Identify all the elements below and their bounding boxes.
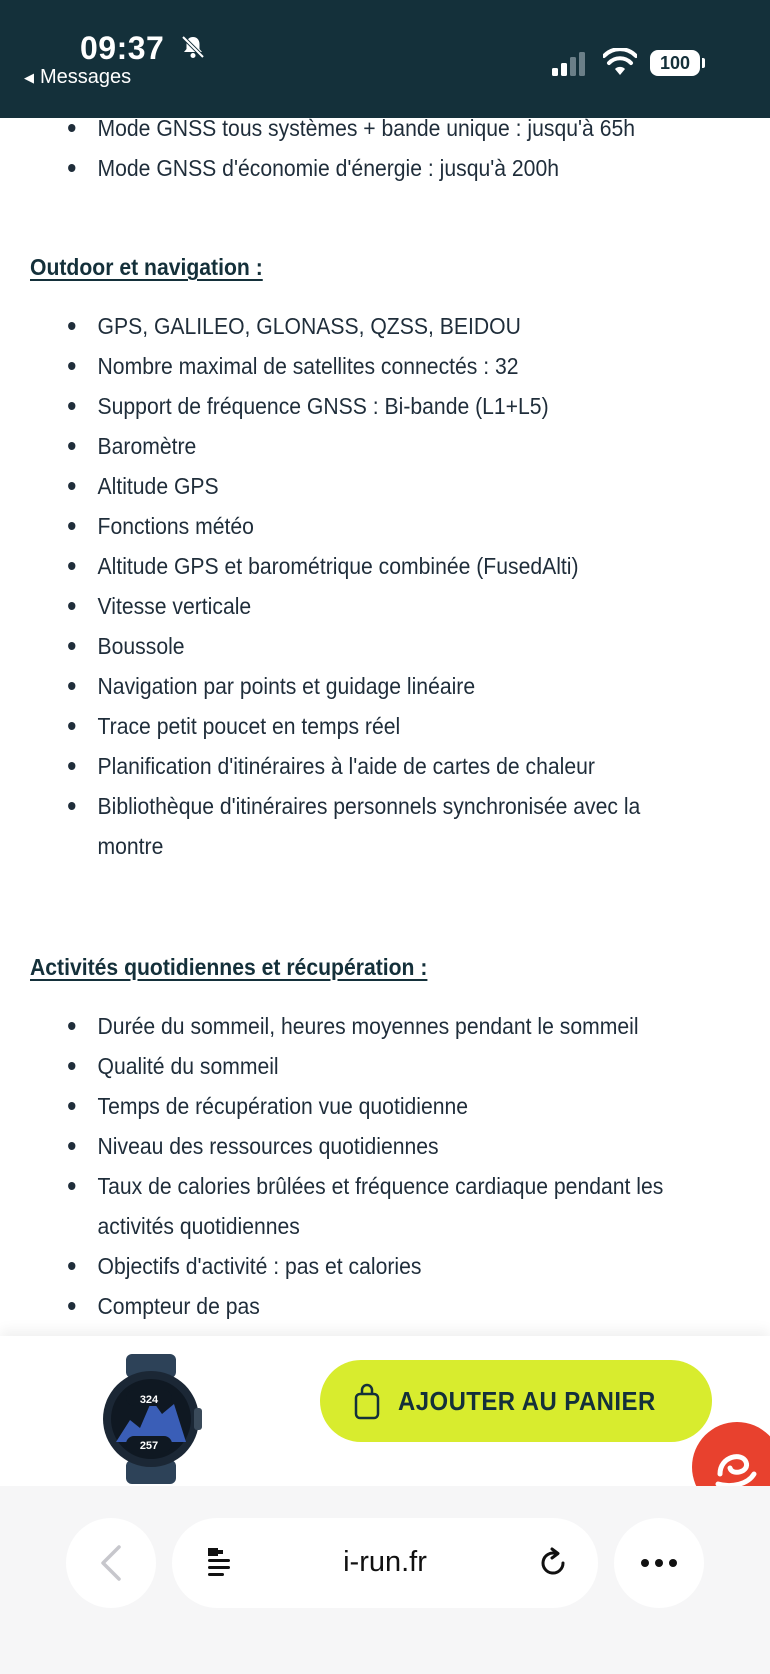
list-item: Nombre maximal de satellites connectés : 32: [0, 346, 708, 386]
list-item: Mode GNSS tous systèmes + bande unique : jusqu'à 65h: [0, 108, 708, 148]
back-arrow-icon: [97, 1543, 125, 1583]
list-item: Planification d'itinéraires à l'aide de cartes de chaleur: [0, 746, 708, 786]
list-item: Vitesse verticale: [0, 586, 708, 626]
more-icon: [639, 1558, 679, 1568]
list-item: Altitude GPS et barométrique combinée (FusedAlti): [0, 546, 708, 586]
list-item: Durée du sommeil, heures moyennes pendant le sommeil: [0, 1006, 708, 1046]
list-item: Fonctions météo: [0, 506, 708, 546]
section-title-daily: Activités quotidiennes et récupération :: [30, 954, 428, 980]
list-item: Trace petit poucet en temps réel: [0, 706, 708, 746]
battery-icon: 100: [650, 50, 700, 76]
watch-value-top: 324: [139, 1394, 159, 1406]
list-item: Altitude GPS: [0, 466, 708, 506]
list-item: Boussole: [0, 626, 708, 666]
add-to-cart-button[interactable]: [320, 1360, 712, 1442]
list-item: Qualité du sommeil: [0, 1046, 708, 1086]
list-item: Mode GNSS d'économie d'énergie : jusqu'à 200h: [0, 148, 708, 188]
wifi-icon: [603, 48, 637, 76]
url-text: i-run.fr: [343, 1546, 427, 1578]
list-item: GPS, GALILEO, GLONASS, QZSS, BEIDOU: [0, 306, 708, 346]
list-item: Bibliothèque d'itinéraires personnels synchronisée avec la montre: [0, 786, 727, 866]
list-item: Baromètre: [0, 426, 708, 466]
bag-icon: [354, 1382, 380, 1420]
section-title-outdoor: Outdoor et navigation :: [30, 254, 263, 280]
daily-list: [0, 1006, 770, 1326]
browser-back-button[interactable]: [66, 1518, 156, 1608]
list-item: Navigation par points et guidage linéaire: [0, 666, 708, 706]
list-item: Taux de calories brûlées et fréquence cardiaque pendant les activités quotidiennes: [0, 1166, 727, 1246]
status-bar: [0, 0, 770, 118]
more-button[interactable]: [614, 1518, 704, 1608]
back-app-label: Messages: [40, 66, 132, 88]
list-item: Support de fréquence GNSS : Bi-bande (L1+L5): [0, 386, 708, 426]
list-item: Temps de récupération vue quotidienne: [0, 1086, 708, 1126]
back-to-messages[interactable]: [24, 66, 131, 89]
address-bar[interactable]: [172, 1518, 598, 1608]
product-spec-content: [0, 108, 770, 1348]
back-triangle-icon: ◀: [24, 69, 34, 85]
signal-icon: [552, 52, 588, 76]
product-watch-image[interactable]: [96, 1354, 206, 1484]
bell-off-icon: [180, 34, 206, 60]
outdoor-list: [0, 306, 770, 866]
status-time: 09:37: [80, 30, 165, 66]
watch-value-bottom: 257: [139, 1440, 159, 1452]
reload-icon[interactable]: [536, 1546, 570, 1580]
browser-toolbar: [0, 1486, 770, 1674]
gnss-list: [0, 108, 770, 188]
list-item: Objectifs d'activité : pas et calories: [0, 1246, 708, 1286]
add-to-cart-bar: [0, 1336, 770, 1486]
list-item: Compteur de pas: [0, 1286, 708, 1326]
add-to-cart-label: AJOUTER AU PANIER: [398, 1385, 656, 1416]
list-item: Niveau des ressources quotidiennes: [0, 1126, 708, 1166]
